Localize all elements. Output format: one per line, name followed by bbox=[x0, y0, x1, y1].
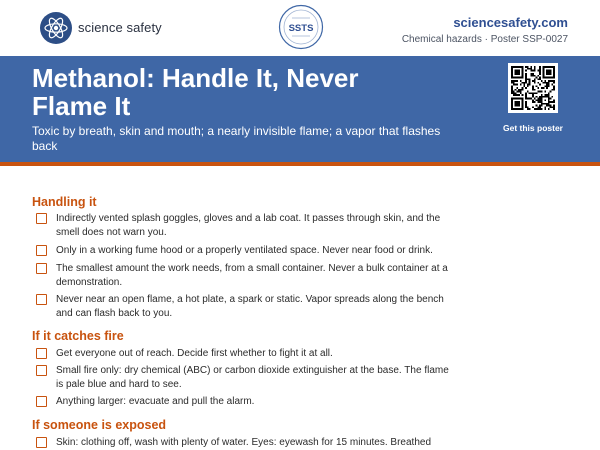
qr-label[interactable]: Get this poster bbox=[503, 123, 563, 133]
checklist-item-text: Indirectly vented splash goggles, gloves and a lab coat. It passes through skin, and the smell does not warn you. bbox=[56, 213, 441, 238]
atom-icon bbox=[40, 12, 72, 44]
section-heading-fire: If it catches fire bbox=[32, 329, 124, 343]
section-heading-exposed: If someone is exposed bbox=[32, 418, 167, 432]
checkbox-icon[interactable] bbox=[36, 348, 47, 359]
brand-name: science safety bbox=[78, 20, 162, 35]
seal-icon bbox=[278, 4, 324, 50]
top-header bbox=[0, 0, 600, 56]
page-subtitle: Toxic by breath, skin and mouth; a nearly invisible flame; a vapor that flashes back bbox=[32, 124, 441, 153]
checkbox-icon[interactable] bbox=[36, 263, 47, 274]
checklist-item-text: Anything larger: evacuate and pull the alarm. bbox=[56, 396, 255, 407]
banner-divider bbox=[0, 162, 600, 166]
checkbox-icon[interactable] bbox=[36, 365, 47, 376]
checklist-item-text: Skin: clothing off, wash with plenty of water. Eyes: eyewash for 15 minutes. Breathed bbox=[56, 437, 432, 448]
checklist-item[interactable] bbox=[36, 262, 456, 289]
checklist-item[interactable] bbox=[36, 347, 456, 361]
checkbox-icon[interactable] bbox=[36, 294, 47, 305]
seal-text: SSTS bbox=[288, 23, 314, 34]
checklist-item-text: Small fire only: dry chemical (ABC) or carbon dioxide extinguisher at the base. The flame is pale blue and hard to see. bbox=[56, 365, 449, 390]
site-link[interactable]: sciencesafety.com bbox=[453, 15, 568, 30]
page-title: Methanol: Handle It, Never Flame It bbox=[32, 63, 359, 121]
checklist-item[interactable] bbox=[36, 364, 456, 391]
checklist-item[interactable] bbox=[36, 293, 456, 320]
checkbox-icon[interactable] bbox=[36, 213, 47, 224]
checklist-item[interactable] bbox=[36, 395, 456, 409]
checklist-item[interactable] bbox=[36, 212, 456, 239]
qr-code-icon[interactable] bbox=[508, 63, 558, 113]
poster-meta: Chemical hazards · Poster SSP-0027 bbox=[401, 34, 568, 45]
section-heading-handling: Handling it bbox=[32, 195, 97, 209]
checklist-item-text: Get everyone out of reach. Decide first whether to fight it at all. bbox=[56, 348, 333, 359]
checkbox-icon[interactable] bbox=[36, 245, 47, 256]
checkbox-icon[interactable] bbox=[36, 396, 47, 407]
checkbox-icon[interactable] bbox=[36, 437, 47, 448]
checklist-item[interactable] bbox=[36, 244, 456, 258]
checklist-item-text: The smallest amount the work needs, from a small container. Never a bulk container at a demonstration. bbox=[56, 263, 448, 288]
checklist-item-text: Never near an open flame, a hot plate, a spark or static. Vapor spreads along the bench and can flash back to you. bbox=[56, 294, 444, 319]
checklist-item[interactable] bbox=[36, 436, 456, 450]
checklist-item-text: Only in a working fume hood or a properly ventilated space. Never near food or drink. bbox=[56, 245, 433, 256]
